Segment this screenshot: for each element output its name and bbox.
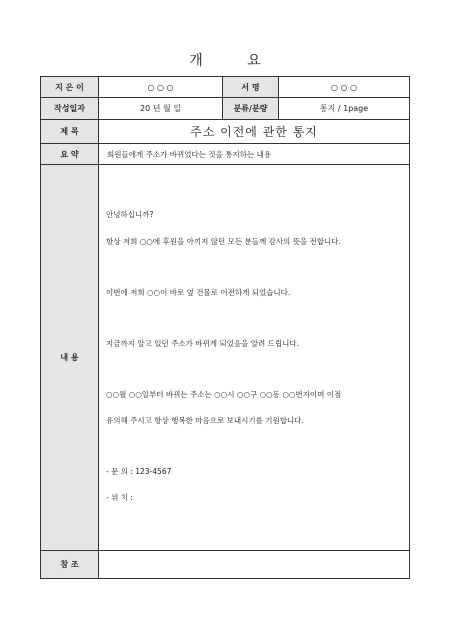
reference-label: 참 조: [41, 551, 99, 579]
content-line: 안녕하십니까?: [106, 210, 154, 219]
row-subject: [41, 120, 410, 144]
category-label: 분류/분량: [223, 98, 279, 120]
author-label: 지 은 이: [41, 77, 99, 98]
content-line: 항상 저희 ○○에 후원을 아끼지 않던 모든 분들께 감사의 뜻을 전합니다.: [106, 237, 341, 246]
content-line: 유의해 주시고 항상 행복한 마음으로 보내시기를 기원합니다.: [106, 416, 304, 425]
content-line: 이번에 저희 ○○이 바로 옆 건물로 이전하게 되었습니다.: [106, 288, 291, 297]
summary-value[interactable]: 회원들에게 주소가 바뀌었다는 것을 통지하는 내용: [99, 144, 410, 165]
row-date: [41, 98, 410, 120]
row-reference: [41, 551, 410, 579]
content-line: 지금까지 알고 있던 주소가 바뀌게 되었음을 알려 드립니다.: [106, 339, 299, 348]
signature-label: 서 명: [223, 77, 279, 98]
summary-label: 요 약: [41, 144, 99, 165]
summary-form-table: [40, 76, 410, 579]
document-title: 개 요: [189, 53, 281, 69]
row-content: [41, 165, 410, 551]
content-body[interactable]: [99, 165, 410, 551]
content-label: 내 용: [41, 165, 99, 551]
date-label: 작성일자: [41, 98, 99, 120]
location-line: - 위 치 :: [106, 493, 133, 502]
subject-label: 제 목: [41, 120, 99, 144]
reference-value[interactable]: [99, 551, 410, 579]
row-author: [41, 77, 410, 98]
row-summary: [41, 144, 410, 165]
author-value[interactable]: ○ ○ ○: [99, 77, 223, 98]
date-value[interactable]: 20 년 월 일: [99, 98, 223, 120]
signature-value[interactable]: ○ ○ ○: [279, 77, 410, 98]
contact-line: - 문 의 : 123-4567: [106, 467, 172, 476]
content-line: ○○월 ○○일부터 바뀌는 주소는 ○○시 ○○구 ○○동 ○○번지이며 이점: [106, 390, 342, 399]
subject-value[interactable]: 주소 이전에 관한 통지: [99, 120, 410, 144]
category-value[interactable]: 통지 / 1page: [279, 98, 410, 120]
